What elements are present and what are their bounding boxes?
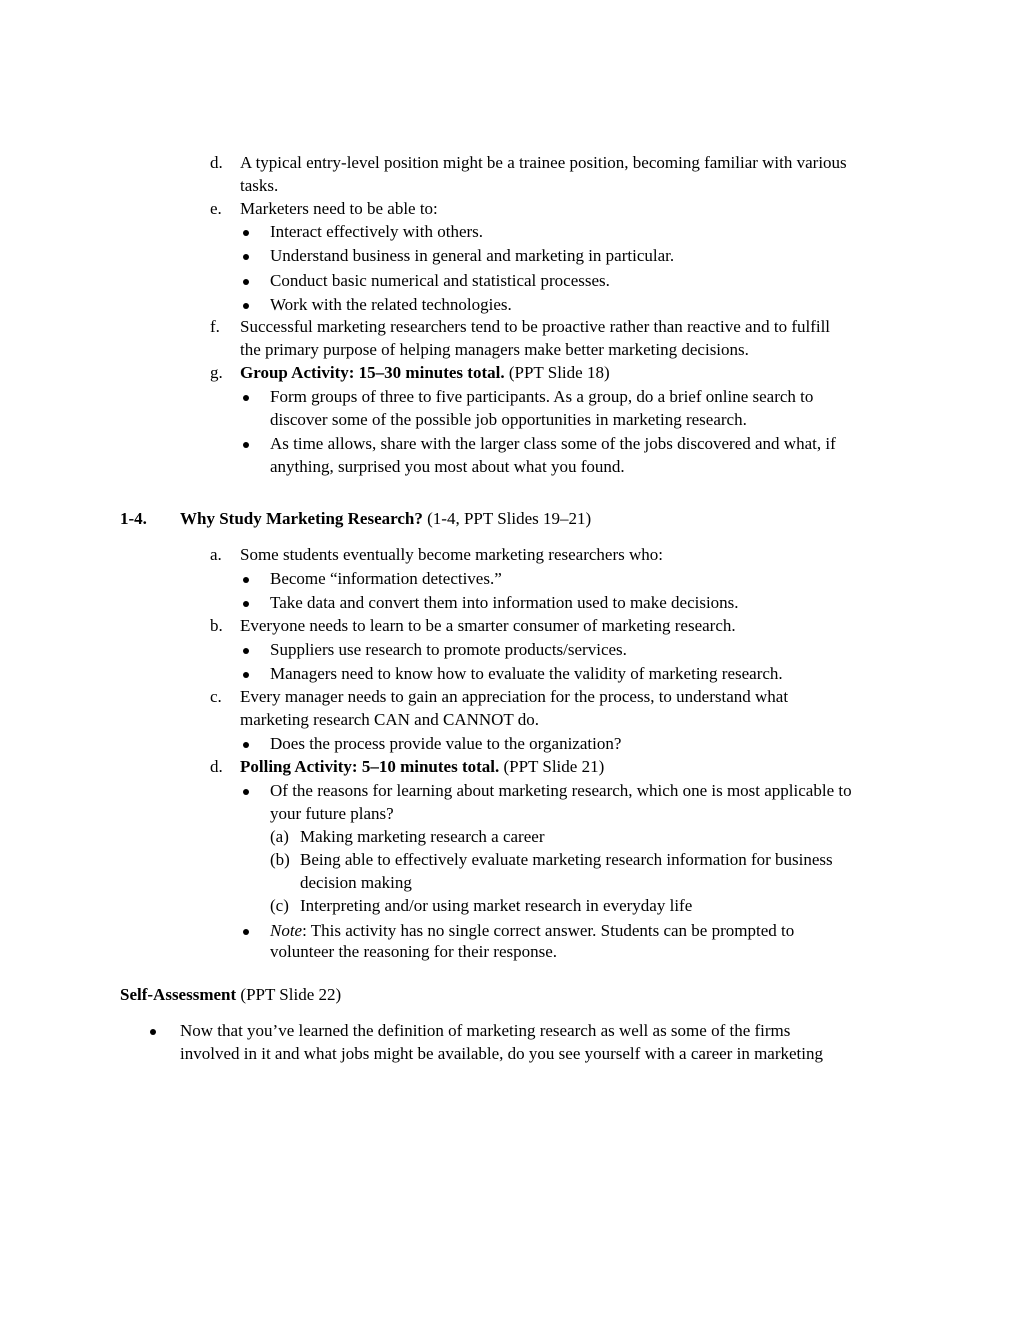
slide-ref: (PPT Slide 21): [503, 757, 605, 776]
bullet-text: Work with the related technologies.: [270, 295, 512, 314]
bullet-text: discover some of the possible job opportunities in marketing research.: [270, 410, 747, 429]
bullet-text: Of the reasons for learning about marketing research, which one is most applicable to: [270, 781, 852, 800]
option-text: Being able to effectively evaluate marketing research information for business: [300, 850, 833, 869]
bullet-dot: [243, 279, 249, 285]
paragraph-line: A typical entry-level position might be a trainee position, becoming familiar with various: [240, 153, 847, 172]
option-text: decision making: [300, 873, 412, 892]
activity-heading: [240, 363, 610, 383]
bullet-text: Become “information detectives.”: [270, 569, 502, 588]
bullet-text: Interact effectively with others.: [270, 222, 484, 241]
bullet-dot: [243, 577, 249, 583]
bullet-text: Understand business in general and marketing in particular.: [270, 246, 675, 265]
option-text: Interpreting and/or using market research in everyday life: [300, 896, 693, 915]
note-text: : This activity has no single correct answer. Students can be prompted to: [302, 921, 795, 940]
self-assessment-heading: [120, 985, 341, 1005]
bullet-text: involved in it and what jobs might be available, do you see yourself with a career in marketing: [180, 1044, 823, 1063]
note-label: Note: [270, 921, 303, 940]
note-line: [270, 921, 794, 941]
bullet-text: Suppliers use research to promote products/services.: [270, 640, 627, 659]
paragraph-line: Everyone needs to learn to be a smarter consumer of marketing research.: [240, 616, 736, 635]
list-marker: b.: [210, 616, 223, 635]
bullet-dot: [243, 929, 249, 935]
bullet-dot: [243, 601, 249, 607]
paragraph-line: Every manager needs to gain an appreciation for the process, to understand what: [240, 687, 789, 706]
paragraph-line: the primary purpose of helping managers make better marketing decisions.: [240, 340, 749, 359]
bullet-dot: [243, 303, 249, 309]
bullet-text: Form groups of three to five participants. As a group, do a brief online search to: [270, 387, 814, 406]
option-marker: (c): [270, 896, 289, 915]
bullet-dot: [243, 442, 249, 448]
note-text: volunteer the reasoning for their response.: [270, 942, 558, 961]
list-marker: g.: [210, 363, 223, 382]
bullet-text: Now that you’ve learned the definition of marketing research as well as some of the firms: [180, 1021, 791, 1040]
bullet-text: Does the process provide value to the organization?: [270, 734, 622, 753]
paragraph-line: tasks.: [240, 176, 279, 195]
option-marker: (a): [270, 827, 289, 846]
paragraph-line: Marketers need to be able to:: [240, 199, 438, 218]
bullet-text: Conduct basic numerical and statistical processes.: [270, 271, 610, 290]
bullet-dot: [243, 648, 249, 654]
list-marker: e.: [210, 199, 222, 218]
bullet-dot: [243, 672, 249, 678]
activity-title: Polling Activity: 5–10 minutes total.: [240, 757, 500, 776]
list-marker: c.: [210, 687, 222, 706]
bullet-dot: [243, 742, 249, 748]
section-heading: [180, 509, 591, 529]
paragraph-line: Successful marketing researchers tend to be proactive rather than reactive and to fulfill: [240, 317, 831, 336]
self-assessment-title: Self-Assessment: [120, 985, 237, 1004]
slide-ref: (PPT Slide 18): [508, 363, 610, 382]
bullet-text: Managers need to know how to evaluate the validity of marketing research.: [270, 664, 783, 683]
bullet-text: anything, surprised you most about what you found.: [270, 457, 625, 476]
bullet-text: As time allows, share with the larger class some of the jobs discovered and what, if: [270, 434, 836, 453]
paragraph-line: Some students eventually become marketing researchers who:: [240, 545, 663, 564]
section-title: Why Study Marketing Research?: [180, 509, 423, 528]
activity-title: Group Activity: 15–30 minutes total.: [240, 363, 505, 382]
option-text: Making marketing research a career: [300, 827, 545, 846]
bullet-dot: [243, 230, 249, 236]
self-assessment-ref: (PPT Slide 22): [240, 985, 342, 1004]
paragraph-line: marketing research CAN and CANNOT do.: [240, 710, 540, 729]
section-ref: (1-4, PPT Slides 19–21): [427, 509, 592, 528]
list-marker: f.: [210, 317, 220, 336]
list-marker: d.: [210, 153, 223, 172]
section-number: 1-4.: [120, 509, 147, 528]
list-marker: a.: [210, 545, 222, 564]
bullet-dot: [243, 254, 249, 260]
bullet-dot: [150, 1029, 156, 1035]
bullet-dot: [243, 395, 249, 401]
bullet-text: Take data and convert them into information used to make decisions.: [270, 593, 739, 612]
activity-heading: [240, 757, 604, 777]
option-marker: (b): [270, 850, 290, 869]
bullet-dot: [243, 789, 249, 795]
list-marker: d.: [210, 757, 223, 776]
bullet-text: your future plans?: [270, 804, 394, 823]
